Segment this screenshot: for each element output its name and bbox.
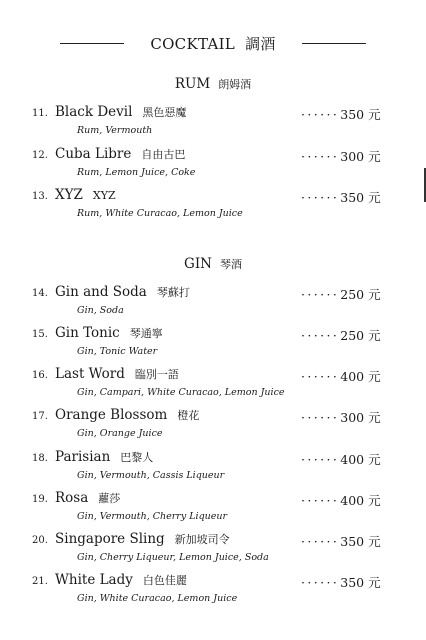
title-rule-right — [302, 43, 366, 44]
item-ingredients: Gin, Campari, White Curacao, Lemon Juice — [77, 387, 285, 398]
item-name-en: Parisian — [55, 449, 111, 465]
item-price-value: 250 元 — [340, 287, 381, 302]
menu-item — [0, 572, 426, 612]
item-name-zh: 蘿莎 — [98, 492, 121, 505]
item-name-zh: 琴蘇打 — [156, 286, 190, 299]
item-number: 13. — [32, 191, 48, 202]
menu-title-text — [150, 33, 275, 54]
menu-title — [0, 33, 426, 53]
price-leader-dots: ······ — [301, 328, 340, 343]
item-name-en: White Lady — [55, 572, 133, 588]
menu-item — [0, 187, 426, 227]
item-ingredients: Gin, Cherry Liqueur, Lemon Juice, Soda — [77, 552, 269, 563]
item-name — [55, 284, 190, 300]
item-name — [55, 407, 199, 423]
item-price-value: 250 元 — [340, 328, 381, 343]
item-ingredients: Gin, Vermouth, Cherry Liqueur — [77, 511, 228, 522]
item-number: 11. — [32, 108, 48, 119]
item-price — [301, 532, 381, 550]
item-price-value: 350 元 — [340, 190, 381, 205]
item-price — [301, 491, 381, 509]
menu-item — [0, 407, 426, 447]
price-leader-dots: ······ — [301, 149, 340, 164]
item-number: 18. — [32, 453, 48, 464]
price-leader-dots: ······ — [301, 452, 340, 467]
item-number: 17. — [32, 411, 48, 422]
item-price — [301, 408, 381, 426]
item-price-value: 300 元 — [340, 149, 381, 164]
item-ingredients: Gin, Vermouth, Cassis Liqueur — [77, 470, 225, 481]
item-name-zh: 自由古巴 — [141, 148, 186, 161]
item-price — [301, 105, 381, 123]
item-price-value: 300 元 — [340, 410, 381, 425]
menu-item — [0, 104, 426, 144]
item-name-en: Cuba Libre — [55, 146, 132, 162]
section-heading — [0, 256, 426, 272]
menu-title-en: COCKTAIL — [150, 34, 236, 53]
item-name-en: Last Word — [55, 366, 125, 382]
section-name-zh: 朗姆酒 — [218, 78, 252, 91]
section-name-en: RUM — [174, 76, 211, 92]
item-ingredients: Gin, Orange Juice — [77, 428, 163, 439]
item-number: 21. — [32, 576, 48, 587]
item-name-zh: 橙花 — [177, 409, 200, 422]
price-leader-dots: ······ — [301, 575, 340, 590]
price-leader-dots: ······ — [301, 369, 340, 384]
item-price-value: 400 元 — [340, 369, 381, 384]
item-name — [55, 572, 187, 588]
price-leader-dots: ······ — [301, 534, 340, 549]
item-price — [301, 367, 381, 385]
item-price-value: 400 元 — [340, 493, 381, 508]
price-leader-dots: ······ — [301, 107, 340, 122]
item-price-value: 350 元 — [340, 107, 381, 122]
menu-item — [0, 146, 426, 186]
menu-item — [0, 325, 426, 365]
item-name-zh: 巴黎人 — [120, 451, 154, 464]
title-rule-left — [60, 43, 124, 44]
item-price-value: 350 元 — [340, 575, 381, 590]
item-number: 14. — [32, 288, 48, 299]
item-ingredients: Gin, White Curacao, Lemon Juice — [77, 593, 238, 604]
section-heading — [0, 76, 426, 92]
item-name-en: Rosa — [55, 490, 89, 506]
item-number: 15. — [32, 329, 48, 340]
item-number: 19. — [32, 494, 48, 505]
price-leader-dots: ······ — [301, 493, 340, 508]
item-price — [301, 285, 381, 303]
item-price — [301, 450, 381, 468]
item-name-zh: XYZ — [92, 189, 116, 202]
item-number: 12. — [32, 150, 48, 161]
item-name — [55, 531, 230, 547]
menu-title-zh: 調酒 — [245, 34, 276, 53]
item-price-value: 350 元 — [340, 534, 381, 549]
item-ingredients: Rum, Lemon Juice, Coke — [77, 167, 196, 178]
menu-item — [0, 531, 426, 571]
menu-item — [0, 366, 426, 406]
item-name — [55, 366, 179, 382]
item-name-en: Orange Blossom — [55, 407, 168, 423]
item-price-value: 400 元 — [340, 452, 381, 467]
item-ingredients: Rum, White Curacao, Lemon Juice — [77, 208, 243, 219]
item-price — [301, 188, 381, 206]
item-ingredients: Rum, Vermouth — [77, 125, 153, 136]
menu-item — [0, 449, 426, 489]
item-name — [55, 325, 163, 341]
item-name-zh: 黑色惡魔 — [142, 106, 187, 119]
item-name-zh: 琴通寧 — [129, 327, 163, 340]
item-name-zh: 新加坡司令 — [174, 533, 230, 546]
item-ingredients: Gin, Tonic Water — [77, 346, 158, 357]
menu-item — [0, 284, 426, 324]
section-name-zh: 琴酒 — [219, 258, 242, 271]
item-name-en: Singapore Sling — [55, 531, 165, 547]
item-number: 20. — [32, 535, 48, 546]
item-name-en: XYZ — [55, 187, 83, 203]
price-leader-dots: ······ — [301, 190, 340, 205]
item-name-zh: 白色佳麗 — [142, 574, 187, 587]
item-name-en: Gin Tonic — [55, 325, 120, 341]
item-price — [301, 573, 381, 591]
item-name-en: Black Devil — [55, 104, 133, 120]
section-name-en: GIN — [184, 256, 212, 272]
item-name — [55, 490, 120, 506]
item-name — [55, 146, 185, 162]
item-name — [55, 104, 186, 120]
item-price — [301, 147, 381, 165]
item-name-en: Gin and Soda — [55, 284, 147, 300]
item-number: 16. — [32, 370, 48, 381]
item-name — [55, 449, 153, 465]
item-ingredients: Gin, Soda — [77, 305, 124, 316]
item-name — [55, 187, 116, 203]
price-leader-dots: ······ — [301, 410, 340, 425]
price-leader-dots: ······ — [301, 287, 340, 302]
item-price — [301, 326, 381, 344]
item-name-zh: 臨別一語 — [134, 368, 179, 381]
menu-item — [0, 490, 426, 530]
